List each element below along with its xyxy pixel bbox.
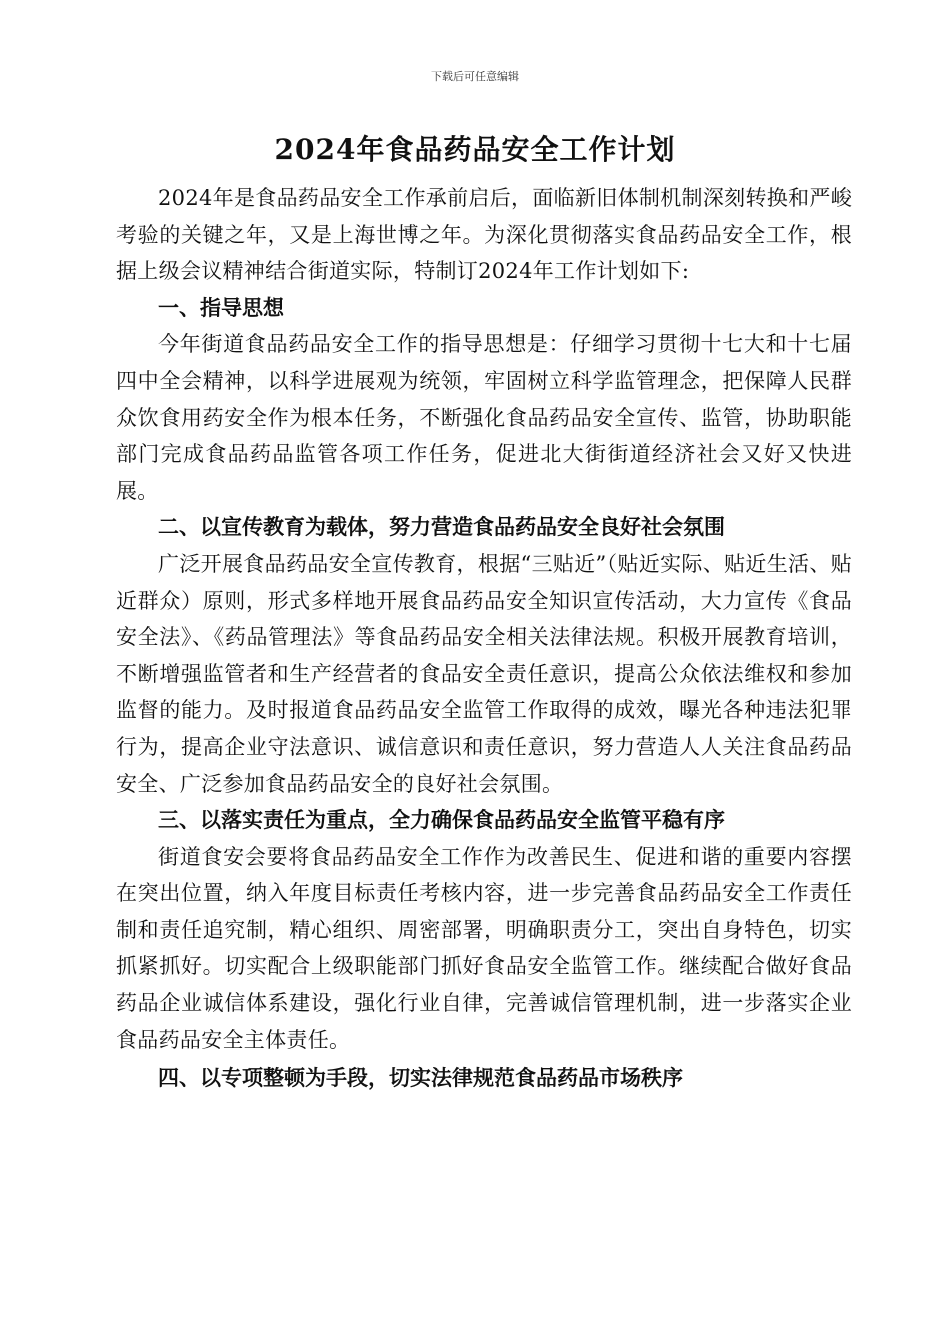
section-heading-3: 三、以落实责任为重点，全力确保食品药品安全监管平稳有序 (158, 807, 725, 833)
section-heading-4: 四、以专项整顿为手段，切实法律规范食品药品市场秩序 (158, 1065, 683, 1091)
document-title: 2024年食品药品安全工作计划 (274, 133, 676, 166)
section-heading-2: 二、以宣传教育为载体，努力营造食品药品安全良好社会氛围 (158, 514, 725, 540)
section-heading-1: 一、指导思想 (158, 294, 284, 320)
section-body-1: 今年街道食品药品安全工作的指导思想是：仔细学习贯彻十七大和十七届四中全会精神，以科学进展观为统领，牢固树立科学监管理念，把保障人民群众饮食用药安全作为根本任务，不断强化食品药品安全宣传、监管，协助职能部门完成食品药品监管各项工作任务，促进北大街街道经济社会又好又快进展。 (116, 332, 852, 503)
section-body-2: 广泛开展食品药品安全宣传教育，根据“三贴近”（贴近实际、贴近生活、贴近群众）原则，形式多样地开展食品药品安全知识宣传活动，大力宣传《食品安全法》、《药品管理法》等食品药品安全相关法律法规。积极开展教育培训，不断增强监管者和生产经营者的食品安全责任意识，提高公众依法维权和参加监督的能力。及时报道食品药品安全监管工作取得的成效，曝光各种违法犯罪行为，提高企业守法意识、诚信意识和责任意识，努力营造人人关注食品药品安全、广泛参加食品药品安全的良好社会氛围。 (116, 551, 852, 796)
intro-paragraph: 2024年是食品药品安全工作承前启后，面临新旧体制机制深刻转换和严峻考验的关键之年，又是上海世博之年。为深化贯彻落实食品药品安全工作，根据上级会议精神结合街道实际，特制订2024年工作计划如下: (116, 186, 852, 284)
section-body-3: 街道食安会要将食品药品安全工作作为改善民生、促进和谐的重要内容摆在突出位置，纳入年度目标责任考核内容，进一步完善食品药品安全工作责任制和责任追究制，精心组织、周密部署，明确职责分工，突出自身特色，切实抓紧抓好。切实配合上级职能部门抓好食品安全监管工作。继续配合做好食品药品企业诚信体系建设，强化行业自律，完善诚信管理机制，进一步落实企业食品药品安全主体责任。 (116, 844, 852, 1052)
header-note: 下载后可任意编辑 (431, 70, 519, 83)
document-body (116, 180, 852, 1097)
